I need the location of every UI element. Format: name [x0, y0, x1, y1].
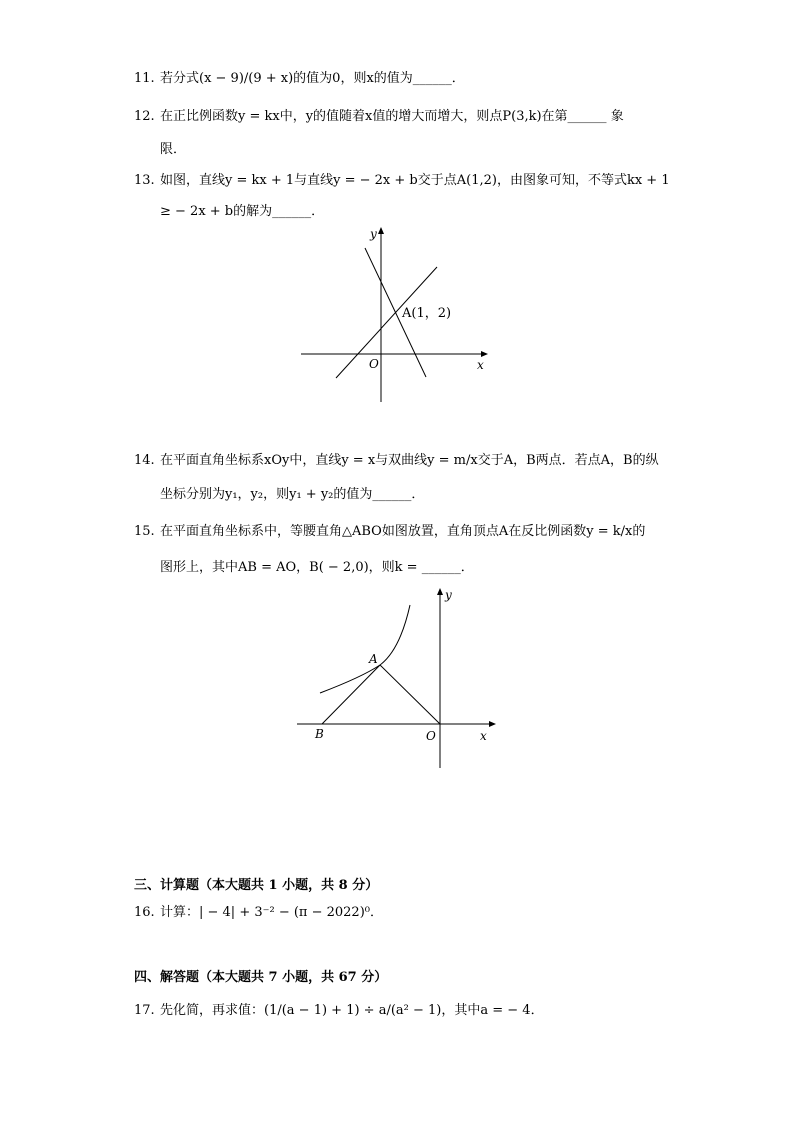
point-a-label: A [369, 652, 378, 666]
origin-label: O [426, 729, 436, 743]
question-15 [134, 523, 674, 541]
question-number: 13. [134, 173, 155, 188]
question-16 [134, 904, 674, 922]
question-text: 在平面直角坐标系中，等腰直角△ABO如图放置，直角顶点A在反比例函数y = k/x的 [160, 524, 646, 539]
question-15-continuation: 图形上，其中AB = AO，B( − 2,0)，则k = ______． [160, 560, 474, 575]
question-11 [134, 70, 674, 88]
question-number: 17. [134, 1003, 155, 1018]
question-12-continuation: 限． [160, 142, 187, 157]
question-number: 14. [134, 453, 155, 468]
question-13-continuation: ≥ − 2x + b的解为______． [160, 204, 325, 219]
segment-ao [380, 665, 440, 724]
question-14-continuation: 坐标分别为y₁，y₂，则y₁ + y₂的值为______． [160, 487, 425, 502]
question-number: 16. [134, 905, 155, 920]
point-a-label: A(1，2) [402, 306, 452, 321]
y-axis-label: y [445, 588, 452, 602]
question-text: 在正比例函数y = kx中，y的值随着x值的增大而增大，则点P(3,k)在第______ 象 [160, 109, 624, 124]
question-number: 11. [134, 71, 155, 86]
question-17 [134, 1002, 674, 1020]
figure-13-graph [295, 222, 495, 407]
line-kx-plus-1 [336, 267, 437, 378]
x-axis-label: x [480, 729, 487, 743]
question-text: 计算：| − 4| + 3⁻² − (π − 2022)⁰． [160, 905, 383, 920]
question-text: 若分式(x − 9)/(9 + x)的值为0，则x的值为______． [160, 71, 465, 86]
question-12 [134, 108, 674, 126]
point-b-label: B [315, 727, 324, 741]
question-number: 12. [134, 109, 155, 124]
question-text: 先化简，再求值：(1/(a − 1) + 1) ÷ a/(a² − 1)，其中a = − 4． [160, 1003, 544, 1018]
section-3-heading: 三、计算题（本大题共 1 小题，共 8 分） [134, 878, 379, 893]
question-text: 在平面直角坐标系xOy中，直线y = x与双曲线y = m/x交于A，B两点．若点A，B的纵 [160, 453, 659, 468]
question-13 [134, 172, 674, 190]
section-4-heading: 四、解答题（本大题共 7 小题，共 67 分） [134, 970, 388, 985]
figure-15-graph [292, 585, 502, 775]
y-axis-label: y [370, 227, 377, 241]
origin-label: O [369, 357, 379, 371]
segment-ab [322, 665, 380, 724]
question-number: 15. [134, 524, 155, 539]
x-axis-label: x [477, 358, 484, 372]
question-14 [134, 452, 674, 470]
question-text: 如图，直线y = kx + 1与直线y = − 2x + b交于点A(1,2)，由图象可知，不等式kx + 1 [160, 173, 670, 188]
